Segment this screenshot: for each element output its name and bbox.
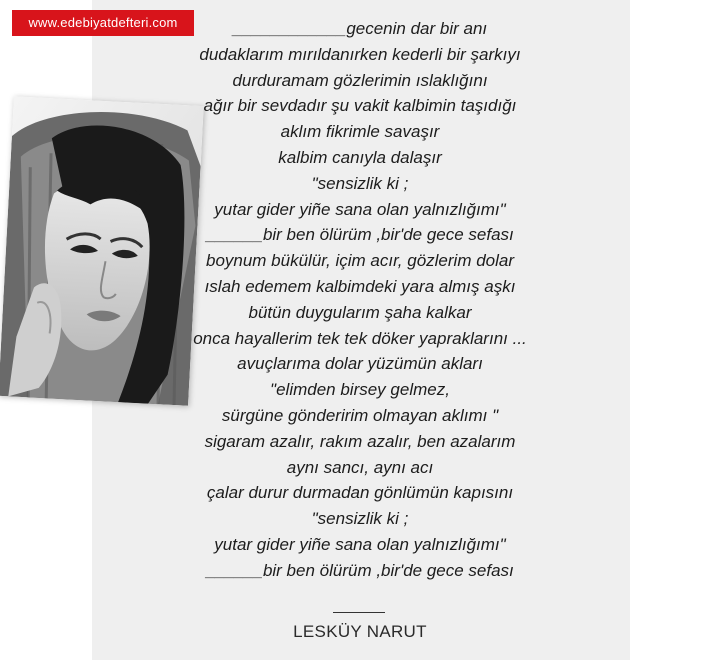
poem-line: çalar durur durmadan gönlümün kapısını xyxy=(206,483,514,503)
poem-line: "elimden birsey gelmez, xyxy=(270,380,450,400)
poem-line: sürgüne gönderirim olmayan aklımı " xyxy=(221,405,499,425)
poem-line: aklım fikrimle savaşır xyxy=(280,122,440,142)
poem-line: durduramam gözlerimin ıslaklığını xyxy=(232,70,488,90)
signature-divider xyxy=(333,612,385,613)
poem-line: aynı sancı, aynı acı xyxy=(286,457,434,477)
poem-line: yutar gider yiñe sana olan yalnızlığımı" xyxy=(214,534,506,554)
poem-line: avuçlarıma dolar yüzümün akları xyxy=(237,354,483,374)
poem-text xyxy=(140,16,580,584)
poem-line: "sensizlik ki ; xyxy=(311,509,409,529)
poem-line: bütün duygularım şaha kalkar xyxy=(248,302,472,322)
poem-line: ______bir ben ölürüm ,bir'de gece sefası xyxy=(206,560,514,580)
poem-line: yutar gider yiñe sana olan yalnızlığımı" xyxy=(214,199,506,219)
poem-line: ağır bir sevdadır şu vakit kalbimin taşıdığı xyxy=(203,96,517,116)
poem-line: onca hayallerim tek tek döker yapraklarını ... xyxy=(193,328,527,348)
poem-line: "sensizlik ki ; xyxy=(311,173,409,193)
poem-line: dudaklarım mırıldanırken kederli bir şarkıyı xyxy=(199,44,521,64)
poem-line: kalbim canıyla dalaşır xyxy=(278,147,442,167)
poem-line: ______bir ben ölürüm ,bir'de gece sefası xyxy=(206,225,514,245)
site-badge-link[interactable]: www.edebiyatdefteri.com xyxy=(12,10,194,36)
poem-line: ıslah edemem kalbimdeki yara almış aşkı xyxy=(204,276,516,296)
poem-line: boynum bükülür, içim acır, gözlerim dolar xyxy=(205,251,515,271)
author-name: LESKÜY NARUT xyxy=(293,622,427,641)
poem-line: ____________gecenin dar bir anı xyxy=(232,19,488,38)
poem-line: sigaram azalır, rakım azalır, ben azalarım xyxy=(204,431,516,451)
